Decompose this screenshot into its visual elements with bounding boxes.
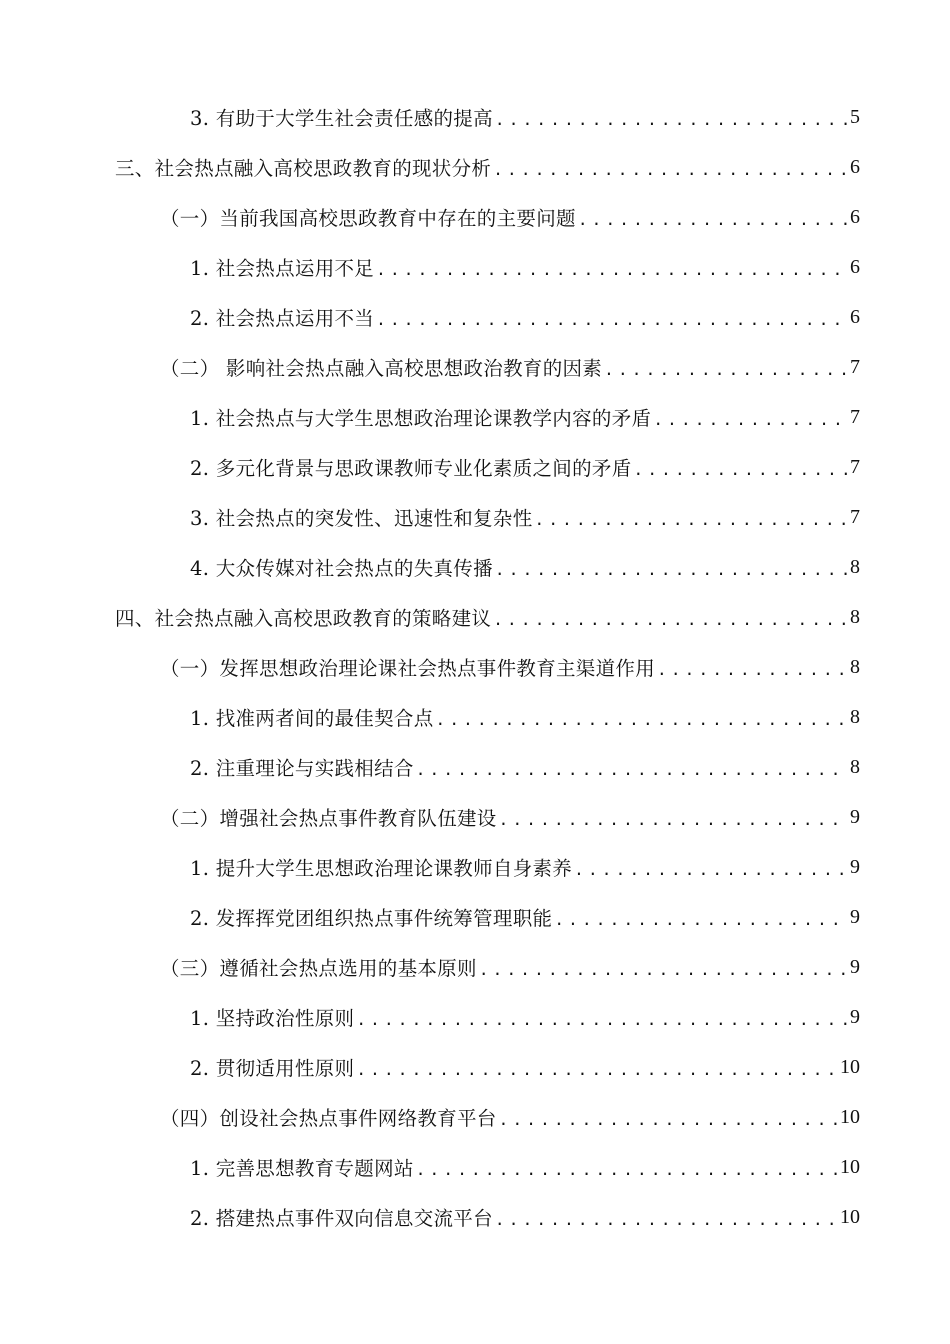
toc-entry-title: （一）当前我国高校思政教育中存在的主要问题 [160,207,576,230]
toc-entry [0,1042,950,1092]
toc-entry-title: 2. 社会热点运用不当 [190,307,375,330]
toc-entry-title: 2. 贯彻适用性原则 [190,1057,355,1080]
toc-page-number: 8 [850,655,860,678]
toc-leader-dots [495,1210,838,1229]
toc-entry-title: 四、社会热点融入高校思政教育的策略建议 [115,607,492,630]
toc-entry [0,1092,950,1142]
toc-entry [0,442,950,492]
toc-entry-title: 1. 社会热点运用不足 [190,257,375,280]
toc-leader-dots [554,910,848,929]
toc-leader-dots [495,560,848,579]
toc-entry [0,142,950,192]
toc-entry-title: 1. 提升大学生思想政治理论课教师自身素养 [190,857,573,880]
toc-entry [0,292,950,342]
toc-entry [0,992,950,1042]
toc-entry [0,342,950,392]
toc-entry [0,542,950,592]
toc-entry [0,942,950,992]
toc-leader-dots [499,1110,838,1129]
toc-page-number: 9 [850,955,860,978]
toc-leader-dots [604,360,848,379]
toc-entry-title: （四）创设社会热点事件网络教育平台 [160,1107,497,1130]
toc-leader-dots [653,410,848,429]
toc-page-number: 10 [840,1155,860,1178]
toc-page-number: 10 [840,1205,860,1228]
toc-page-number: 9 [850,855,860,878]
toc-leader-dots [535,510,848,529]
toc-entry [0,1142,950,1192]
toc-entry-title: （二） 影响社会热点融入高校思想政治教育的因素 [160,357,603,380]
toc-leader-dots [657,660,848,679]
toc-entry [0,392,950,442]
toc-leader-dots [376,260,848,279]
toc-page-number: 6 [850,305,860,328]
toc-leader-dots [495,110,848,129]
toc-page-number: 5 [850,105,860,128]
toc-leader-dots [416,1160,838,1179]
toc-entry [0,192,950,242]
toc-entry-title: 3. 社会热点的突发性、迅速性和复杂性 [190,507,533,530]
toc-entry-title: 2. 搭建热点事件双向信息交流平台 [190,1207,493,1230]
toc-page-number: 7 [850,505,860,528]
toc-leader-dots [376,310,848,329]
toc-page-number: 7 [850,405,860,428]
toc-entry-title: （三）遵循社会热点选用的基本原则 [160,957,477,980]
toc-entry [0,742,950,792]
toc-page-number: 10 [840,1105,860,1128]
table-of-contents [0,92,950,1242]
toc-entry [0,642,950,692]
toc-entry-title: 2. 多元化背景与思政课教师专业化素质之间的矛盾 [190,457,632,480]
toc-leader-dots [416,760,848,779]
toc-page-number: 8 [850,755,860,778]
toc-entry-title: （一）发挥思想政治理论课社会热点事件教育主渠道作用 [160,657,656,680]
toc-leader-dots [356,1010,848,1029]
toc-entry [0,842,950,892]
toc-leader-dots [634,460,848,479]
toc-leader-dots [436,710,848,729]
toc-entry-title: 1. 完善思想教育专题网站 [190,1157,414,1180]
toc-entry-title: 1. 找准两者间的最佳契合点 [190,707,434,730]
toc-entry [0,692,950,742]
toc-entry-title: 1. 坚持政治性原则 [190,1007,355,1030]
toc-entry [0,592,950,642]
toc-entry [0,792,950,842]
toc-entry [0,892,950,942]
toc-entry [0,92,950,142]
toc-leader-dots [479,960,848,979]
toc-entry [0,242,950,292]
toc-entry [0,1192,950,1242]
toc-page-number: 7 [850,455,860,478]
toc-leader-dots [493,160,848,179]
toc-page-number: 8 [850,705,860,728]
toc-entry-title: 4. 大众传媒对社会热点的失真传播 [190,557,493,580]
toc-entry-title: 三、社会热点融入高校思政教育的现状分析 [115,157,492,180]
toc-entry-title: 3. 有助于大学生社会责任感的提高 [190,107,493,130]
toc-leader-dots [574,860,848,879]
toc-page-number: 9 [850,1005,860,1028]
toc-page-number: 8 [850,555,860,578]
toc-leader-dots [493,610,848,629]
toc-page-number: 6 [850,255,860,278]
toc-page-number: 8 [850,605,860,628]
toc-page-number: 6 [850,205,860,228]
toc-page-number: 10 [840,1055,860,1078]
toc-entry-title: 2. 注重理论与实践相结合 [190,757,414,780]
toc-leader-dots [499,810,848,829]
toc-entry-title: 1. 社会热点与大学生思想政治理论课教学内容的矛盾 [190,407,652,430]
toc-page-number: 9 [850,905,860,928]
toc-entry [0,492,950,542]
toc-entry-title: 2. 发挥挥党团组织热点事件统筹管理职能 [190,907,553,930]
toc-entry-title: （二）增强社会热点事件教育队伍建设 [160,807,497,830]
toc-leader-dots [356,1060,838,1079]
toc-page-number: 9 [850,805,860,828]
toc-page-number: 7 [850,355,860,378]
toc-page-number: 6 [850,155,860,178]
toc-leader-dots [578,210,848,229]
